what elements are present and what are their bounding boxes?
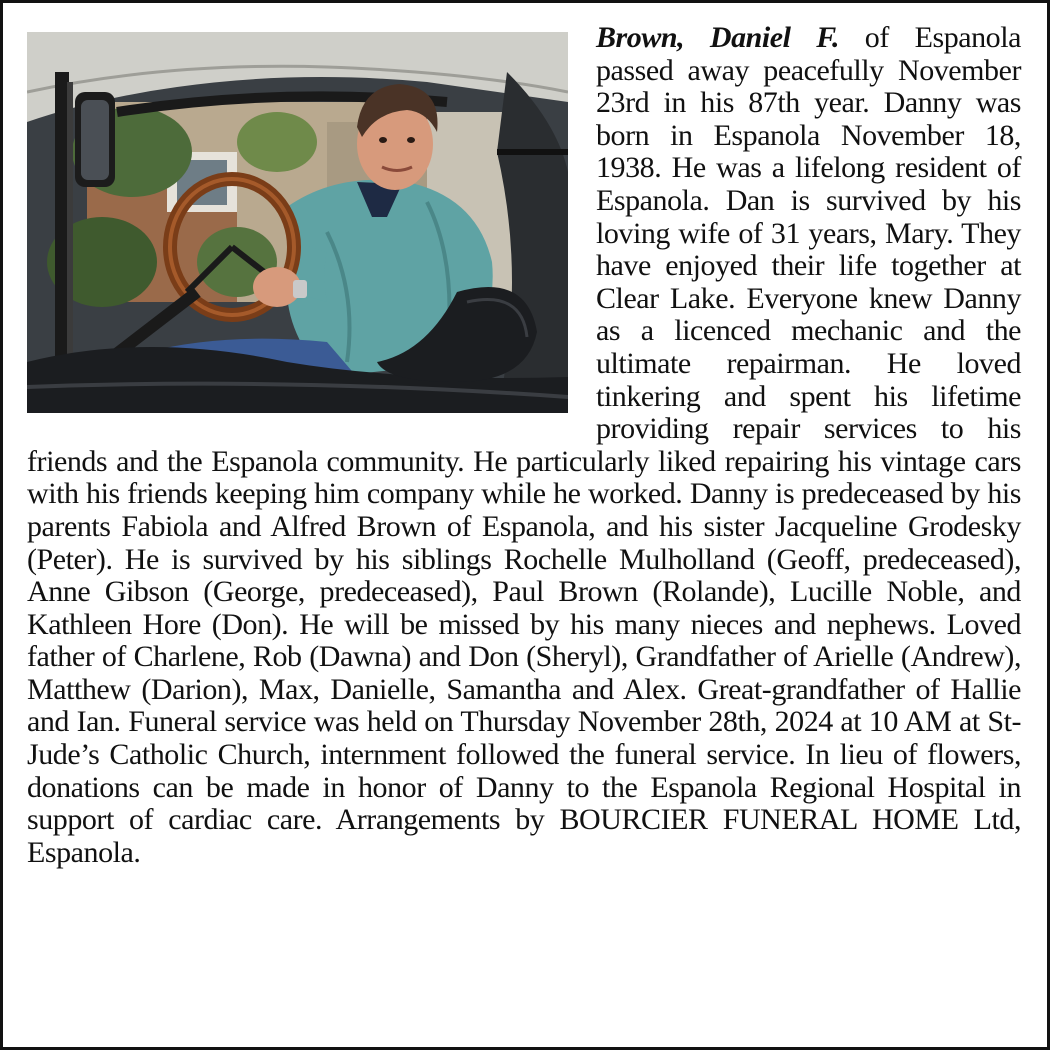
deceased-name: Brown, Daniel F. <box>596 21 840 54</box>
portrait-illustration <box>27 32 568 413</box>
portrait-photo <box>27 32 568 413</box>
obituary-body: of Espanola passed away peacefully November 23rd in his 87th year. Danny was born in Espanola November 18, 1938. He was a lifelong resident of Espanola. Dan is survived by his loving wife of 31 years, Mary. They have enjoyed their life together at Clear Lake. Everyone knew Danny as a licenced mechanic and the ultimate repairman. He loved tinkering and spent his lifetime providing repair services to his friends and the Espanola community. He particularly liked repairing his vintage cars with his friends keeping him company while he worked. Danny is predeceased by his parents Fabiola and Alfred Brown of Espanola, and his sister Jacqueline Grodesky (Peter). He is survived by his siblings Rochelle Mulholland (Geoff, predeceased), Anne Gibson (George, predeceased), Paul Brown (Rolande), Lucille Noble, and Kathleen Hore (Don). He will be missed by his many nieces and nephews. Loved father of Charlene, Rob (Dawna) and Don (Sheryl), Grandfather of Arielle (Andrew), Matthew (Darion), Max, Danielle, Samantha and Alex. Great-grandfather of Hallie and Ian. Funeral service was held on Thursday November 28th, 2024 at 10 AM at St-Jude’s Catholic Church, internment followed the funeral service. In lieu of flowers, donations can be made in honor of Danny to the Espanola Regional Hospital in support of cardiac care. Arrangements by BOURCIER FUNERAL HOME Ltd, Espanola. <box>27 21 1021 869</box>
